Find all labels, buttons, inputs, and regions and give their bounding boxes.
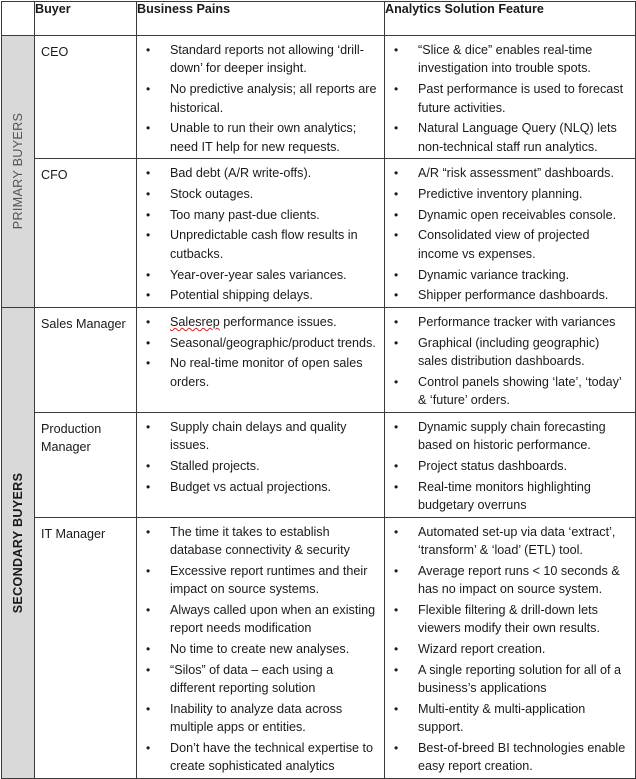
list-item: • Bad debt (A/R write-offs). [137,164,380,182]
list-item: • No predictive analysis; all reports are historical. [146,82,377,115]
bullet-icon: • [146,524,151,539]
list-item: • Excessive report runtimes and their impact on source systems. [146,563,368,597]
bullet-icon: • [394,479,399,494]
bullet-icon: • [146,43,151,57]
list-item: • Natural Language Query (NLQ) lets non-technical staff run analytics. [394,121,617,154]
list-item: • Stock outages. [137,185,380,203]
list-item: • No real-time monitor of open sales orders. [146,356,363,389]
bullet-icon: • [394,314,399,329]
list-item: • Multi-entity & multi-application support. [394,701,586,735]
pains-cell [137,307,385,412]
list-item: • Predictive inventory planning. [385,185,631,203]
bullet-icon: • [394,524,399,539]
features-cell [385,36,636,159]
buyer-cell: Sales Manager [35,307,137,412]
bullet-icon: • [146,741,151,756]
header-row [2,2,636,36]
list-item: • Real-time monitors highlighting budgetary overruns [394,479,591,513]
bullet-icon: • [394,288,399,303]
list-item: • “Slice & dice” enables real-time investigation into trouble spots. [394,43,593,76]
bullet-icon: • [146,356,151,371]
bullet-icon: • [146,187,151,202]
features-cell [385,412,636,517]
header-buyer: Buyer [35,2,137,36]
bullet-icon: • [146,121,151,136]
bullet-icon: • [394,121,399,136]
list-item: • The time it takes to establish database connectivity & security [146,524,350,558]
list-item: • Performance tracker with variances [385,313,631,331]
bullet-icon: • [146,267,151,282]
list-item: • Don’t have the technical expertise to create sophisticated analytics [146,741,374,774]
buyer-cell: IT Manager [35,517,137,778]
pains-cell [137,412,385,517]
list-item: • Budget vs actual projections. [137,478,380,496]
corner-cell [2,2,35,36]
list-item: • Flexible filtering & drill-down lets viewers modify their own results. [394,603,600,636]
list-item: • A/R “risk assessment” dashboards. [385,164,631,182]
list-item: • Always called upon when an existing report needs modification [146,603,376,636]
pains-cell [137,36,385,159]
bullet-icon: • [146,419,151,434]
list-item: • Shipper performance dashboards. [385,286,631,304]
bullet-icon: • [146,479,151,494]
bullet-icon: • [146,228,151,243]
bullet-icon: • [146,642,151,657]
table-row [2,36,636,159]
bullet-icon: • [146,166,151,181]
buyer-cell: Production Manager [35,412,137,517]
list-item: • Control panels showing ‘late’, ‘today’ & ‘future’ orders. [394,374,622,408]
list-item: • Dynamic variance tracking. [385,266,631,284]
bullet-icon: • [394,187,399,202]
table-row [2,412,636,517]
bullet-icon: • [394,207,399,222]
group-label-primary: PRIMARY BUYERS [11,113,25,230]
buyer-analytics-table [1,1,636,779]
bullet-icon: • [394,43,399,57]
group-label-secondary: SECONDARY BUYERS [11,472,25,614]
bullet-icon: • [394,374,399,389]
features-cell [385,517,636,778]
list-item: • Inability to analyze data across multiple apps or entities. [146,701,343,735]
bullet-icon: • [394,82,399,97]
list-item: • Potential shipping delays. [137,286,380,304]
list-item: • Dynamic supply chain forecasting based on historic performance. [394,419,606,453]
list-item: • Past performance is used to forecast future activities. [394,82,624,115]
list-item: • Unable to run their own analytics; need IT help for new requests. [146,121,357,154]
bullet-icon: • [146,662,151,677]
list-item: • Best-of-breed BI technologies enable easy report creation. [394,741,626,774]
buyer-cell: CFO [35,159,137,308]
list-item: • Average report runs < 10 seconds & has no impact on source system. [394,563,620,597]
pains-cell [137,159,385,308]
bullet-icon: • [394,458,399,473]
bullet-icon: • [146,314,151,329]
list-item: • Salesrep performance issues. [137,313,380,331]
list-item: • Automated set-up via data ‘extract’, ‘transform’ & ‘load’ (ETL) tool. [394,524,616,558]
bullet-icon: • [146,563,151,578]
buyer-cell: CEO [35,36,137,159]
bullet-icon: • [394,267,399,282]
header-business-pains: Business Pains [137,2,385,36]
bullet-icon: • [394,741,399,756]
primary-buyers-group [2,36,35,308]
secondary-buyers-group [2,307,35,778]
bullet-icon: • [394,642,399,657]
list-item: • Dynamic open receivables console. [385,206,631,224]
bullet-icon: • [146,288,151,303]
list-item: • Too many past-due clients. [137,206,380,224]
header-analytics-feature: Analytics Solution Feature [385,2,636,36]
list-item: • Consolidated view of projected income vs expenses. [394,228,590,261]
list-item: • Year-over-year sales variances. [137,266,380,284]
bullet-icon: • [394,701,399,716]
bullet-icon: • [146,335,151,350]
bullet-icon: • [146,82,151,97]
bullet-icon: • [146,603,151,618]
bullet-icon: • [146,207,151,222]
bullet-icon: • [394,603,399,618]
bullet-icon: • [394,563,399,578]
list-item: • Supply chain delays and quality issues. [146,419,347,453]
list-item: • Standard reports not allowing ‘drill-down’ for deeper insight. [146,43,364,76]
list-item: • “Silos” of data – each using a different reporting solution [146,662,334,696]
features-cell [385,307,636,412]
list-item: • Project status dashboards. [385,457,631,475]
features-cell [385,159,636,308]
bullet-icon: • [394,228,399,243]
list-item: • A single reporting solution for all of a business’s applications [394,662,622,696]
list-item: • Wizard report creation. [385,640,631,658]
bullet-icon: • [394,335,399,350]
list-item: • Stalled projects. [137,457,380,475]
bullet-icon: • [394,419,399,434]
bullet-icon: • [394,166,399,181]
table-row [2,159,636,308]
bullet-icon: • [394,662,399,677]
list-item: • Graphical (including geographic) sales distribution dashboards. [394,335,600,369]
table-row [2,307,636,412]
bullet-icon: • [146,701,151,716]
bullet-icon: • [146,458,151,473]
pains-cell [137,517,385,778]
list-item: • Seasonal/geographic/product trends. [137,334,380,352]
list-item: • Unpredictable cash flow results in cutbacks. [146,228,358,261]
list-item: • No time to create new analyses. [137,640,380,658]
table-row [2,517,636,778]
